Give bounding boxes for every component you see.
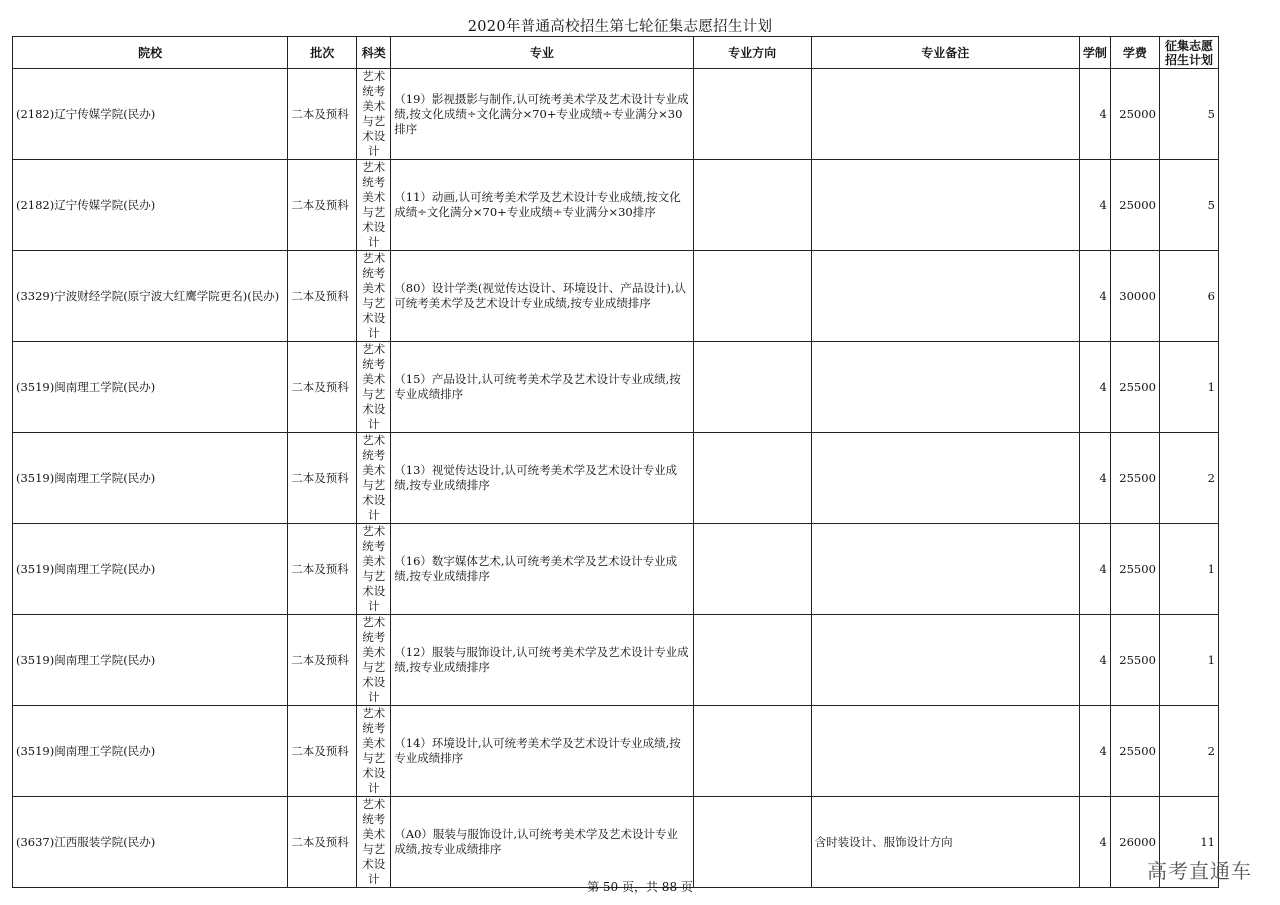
cell-major: （15）产品设计,认可统考美术学及艺术设计专业成绩,按专业成绩排序 (391, 342, 693, 433)
cell-direction (693, 524, 811, 615)
cell-note (811, 615, 1079, 706)
cell-plan: 2 (1159, 706, 1218, 797)
cell-direction (693, 342, 811, 433)
cell-major: （13）视觉传达设计,认可统考美术学及艺术设计专业成绩,按专业成绩排序 (391, 433, 693, 524)
table-row (13, 706, 1219, 797)
table-header-row (13, 37, 1219, 69)
table-row (13, 524, 1219, 615)
cell-years: 4 (1079, 251, 1110, 342)
cell-fee: 25000 (1110, 160, 1159, 251)
table-row (13, 342, 1219, 433)
header-years: 学制 (1079, 37, 1110, 69)
cell-years: 4 (1079, 797, 1110, 888)
cell-years: 4 (1079, 706, 1110, 797)
cell-plan: 5 (1159, 69, 1218, 160)
cell-major: （80）设计学类(视觉传达设计、环境设计、产品设计),认可统考美术学及艺术设计专业成绩,按专业成绩排序 (391, 251, 693, 342)
cell-category: 艺术统考美术与艺术设计 (357, 615, 391, 706)
cell-direction (693, 615, 811, 706)
header-fee: 学费 (1110, 37, 1159, 69)
cell-plan: 2 (1159, 433, 1218, 524)
cell-school: (3329)宁波财经学院(原宁波大红鹰学院更名)(民办) (13, 251, 288, 342)
cell-direction (693, 797, 811, 888)
cell-fee: 25500 (1110, 342, 1159, 433)
cell-plan: 6 (1159, 251, 1218, 342)
watermark-logo-text: 高考直通车 (1147, 859, 1252, 883)
cell-direction (693, 69, 811, 160)
table-row (13, 433, 1219, 524)
cell-category: 艺术统考美术与艺术设计 (357, 433, 391, 524)
cell-batch: 二本及预科 (288, 797, 357, 888)
cell-note (811, 342, 1079, 433)
cell-category: 艺术统考美术与艺术设计 (357, 342, 391, 433)
cell-batch: 二本及预科 (288, 615, 357, 706)
cell-category: 艺术统考美术与艺术设计 (357, 524, 391, 615)
cell-fee: 30000 (1110, 251, 1159, 342)
table-row (13, 615, 1219, 706)
cell-note (811, 524, 1079, 615)
header-plan: 征集志愿招生计划 (1159, 37, 1218, 69)
cell-note (811, 706, 1079, 797)
cell-category: 艺术统考美术与艺术设计 (357, 706, 391, 797)
cell-school: (3519)闽南理工学院(民办) (13, 706, 288, 797)
cell-batch: 二本及预科 (288, 160, 357, 251)
cell-batch: 二本及预科 (288, 706, 357, 797)
cell-fee: 25500 (1110, 524, 1159, 615)
cell-school: (2182)辽宁传媒学院(民办) (13, 69, 288, 160)
cell-fee: 25500 (1110, 706, 1159, 797)
cell-years: 4 (1079, 524, 1110, 615)
enrollment-plan-table (12, 36, 1219, 888)
table-row (13, 69, 1219, 160)
cell-fee: 25500 (1110, 433, 1159, 524)
cell-plan: 11 (1159, 797, 1218, 888)
cell-batch: 二本及预科 (288, 69, 357, 160)
cell-batch: 二本及预科 (288, 433, 357, 524)
cell-years: 4 (1079, 433, 1110, 524)
cell-school: (3519)闽南理工学院(民办) (13, 524, 288, 615)
cell-years: 4 (1079, 615, 1110, 706)
cell-years: 4 (1079, 342, 1110, 433)
cell-major: （14）环境设计,认可统考美术学及艺术设计专业成绩,按专业成绩排序 (391, 706, 693, 797)
cell-school: (3519)闽南理工学院(民办) (13, 615, 288, 706)
cell-plan: 1 (1159, 615, 1218, 706)
cell-school: (2182)辽宁传媒学院(民办) (13, 160, 288, 251)
cell-school: (3519)闽南理工学院(民办) (13, 342, 288, 433)
table-row (13, 251, 1219, 342)
page-footer: 第 50 页，共 88 页 (587, 880, 693, 894)
cell-category: 艺术统考美术与艺术设计 (357, 251, 391, 342)
table-row (13, 797, 1219, 888)
cell-note: 含时装设计、服饰设计方向 (811, 797, 1079, 888)
table-row (13, 160, 1219, 251)
cell-note (811, 69, 1079, 160)
cell-fee: 25500 (1110, 615, 1159, 706)
header-batch: 批次 (288, 37, 357, 69)
cell-note (811, 433, 1079, 524)
header-major: 专业 (391, 37, 693, 69)
cell-note (811, 160, 1079, 251)
header-direction: 专业方向 (693, 37, 811, 69)
cell-batch: 二本及预科 (288, 251, 357, 342)
cell-years: 4 (1079, 69, 1110, 160)
cell-batch: 二本及预科 (288, 342, 357, 433)
cell-school: (3637)江西服装学院(民办) (13, 797, 288, 888)
cell-fee: 26000 (1110, 797, 1159, 888)
cell-years: 4 (1079, 160, 1110, 251)
header-category: 科类 (357, 37, 391, 69)
page-title: 2020年普通高校招生第七轮征集志愿招生计划 (467, 19, 773, 35)
cell-category: 艺术统考美术与艺术设计 (357, 797, 391, 888)
cell-major: （19）影视摄影与制作,认可统考美术学及艺术设计专业成绩,按文化成绩÷文化满分×70+专业成绩÷专业满分×30排序 (391, 69, 693, 160)
cell-category: 艺术统考美术与艺术设计 (357, 160, 391, 251)
header-school: 院校 (13, 37, 288, 69)
cell-plan: 5 (1159, 160, 1218, 251)
cell-direction (693, 433, 811, 524)
cell-direction (693, 251, 811, 342)
cell-plan: 1 (1159, 524, 1218, 615)
cell-plan: 1 (1159, 342, 1218, 433)
cell-fee: 25000 (1110, 69, 1159, 160)
cell-major: （11）动画,认可统考美术学及艺术设计专业成绩,按文化成绩÷文化满分×70+专业成绩÷专业满分×30排序 (391, 160, 693, 251)
cell-category: 艺术统考美术与艺术设计 (357, 69, 391, 160)
cell-direction (693, 160, 811, 251)
cell-note (811, 251, 1079, 342)
header-note: 专业备注 (811, 37, 1079, 69)
cell-major: （A0）服装与服饰设计,认可统考美术学及艺术设计专业成绩,按专业成绩排序 (391, 797, 693, 888)
cell-school: (3519)闽南理工学院(民办) (13, 433, 288, 524)
cell-direction (693, 706, 811, 797)
cell-major: （12）服装与服饰设计,认可统考美术学及艺术设计专业成绩,按专业成绩排序 (391, 615, 693, 706)
cell-batch: 二本及预科 (288, 524, 357, 615)
cell-major: （16）数字媒体艺术,认可统考美术学及艺术设计专业成绩,按专业成绩排序 (391, 524, 693, 615)
